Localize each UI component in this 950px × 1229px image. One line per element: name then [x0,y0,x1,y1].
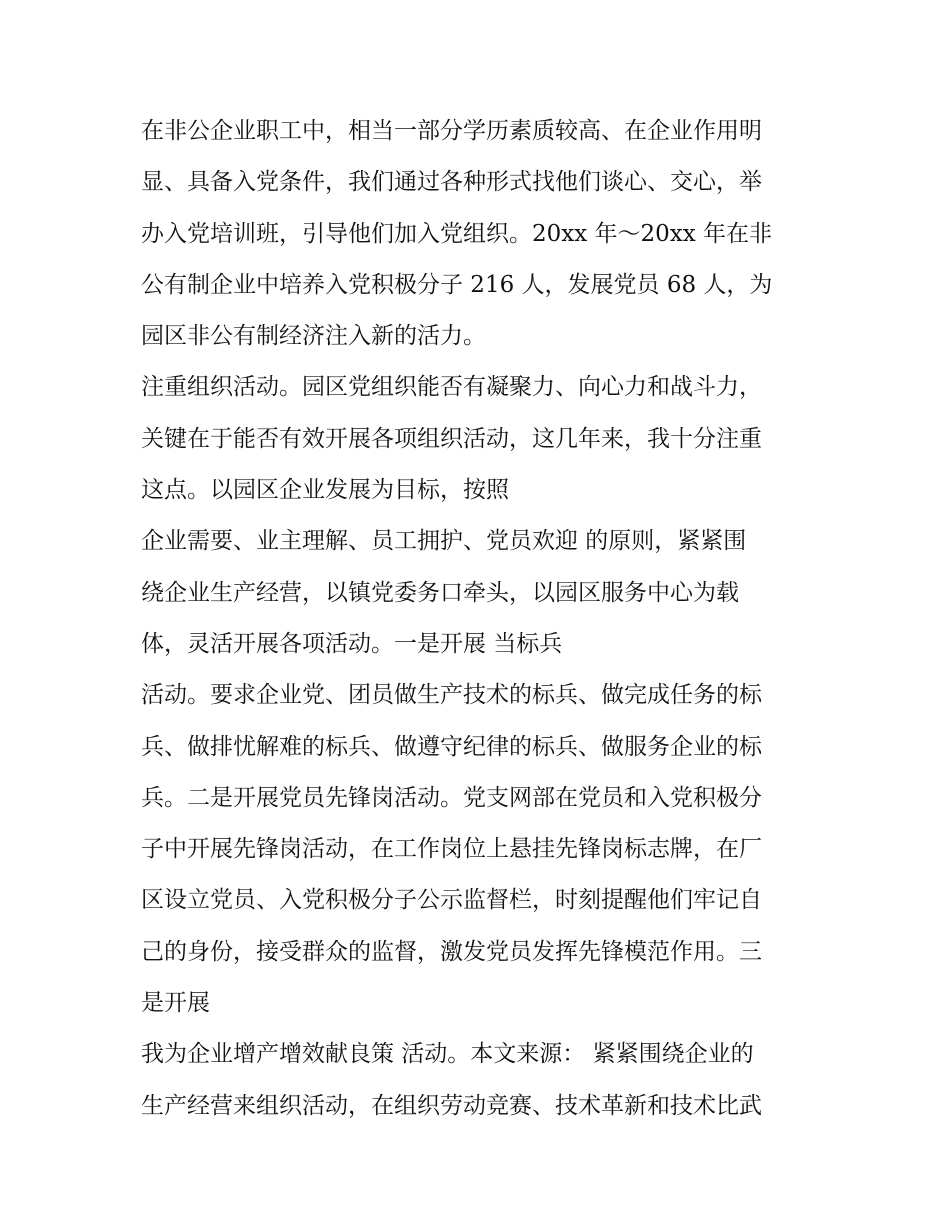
text-line: 兵。二是开展党员先锋岗活动。党支网部在党员和入党积极分 [141,784,762,811]
text-line: 体，灵活开展各项活动。一是开展 当标兵 [141,630,563,657]
text-line: 显、具备入党条件，我们通过各种形式找他们谈心、交心，举 [141,169,762,196]
text-line: 这点。以园区企业发展为目标，按照 [141,477,509,504]
text-line: 是开展 [141,990,210,1017]
text-line: 公有制企业中培养入党积极分子 216 人，发展党员 68 人，为 [141,271,773,298]
text-line: 企业需要、业主理解、员工拥护、党员欢迎 的原则，紧紧围 [141,528,747,555]
text-line: 绕企业生产经营，以镇党委务口牵头，以园区服务中心为载 [141,579,739,606]
text-line: 生产经营来组织活动，在组织劳动竞赛、技术革新和技术比武 [141,1092,762,1119]
text-line: 我为企业增产增效献良策 活动。本文来源： 紧紧围绕企业的 [141,1041,754,1068]
text-line: 在非公企业职工中，相当一部分学历素质较高、在企业作用明 [141,118,762,144]
text-line: 园区非公有制经济注入新的活力。 [141,323,486,350]
text-line: 子中开展先锋岗活动，在工作岗位上悬挂先锋岗标志牌，在厂 [141,836,762,863]
text-line: 己的身份，接受群众的监督，激发党员发挥先锋模范作用。三 [141,938,762,965]
document-body [141,106,821,1132]
text-line: 活动。要求企业党、团员做生产技术的标兵、做完成任务的标 [141,682,762,709]
text-line: 办入党培训班，引导他们加入党组织。20xx 年～20xx 年在非 [141,220,773,247]
text-line: 区设立党员、入党积极分子公示监督栏，时刻提醒他们牢记自 [141,887,762,914]
text-line: 注重组织活动。园区党组织能否有凝聚力、向心力和战斗力， [141,374,762,401]
text-line: 兵、做排忧解难的标兵、做遵守纪律的标兵、做服务企业的标 [141,733,762,760]
text-line: 关键在于能否有效开展各项组织活动，这几年来，我十分注重 [141,425,762,452]
